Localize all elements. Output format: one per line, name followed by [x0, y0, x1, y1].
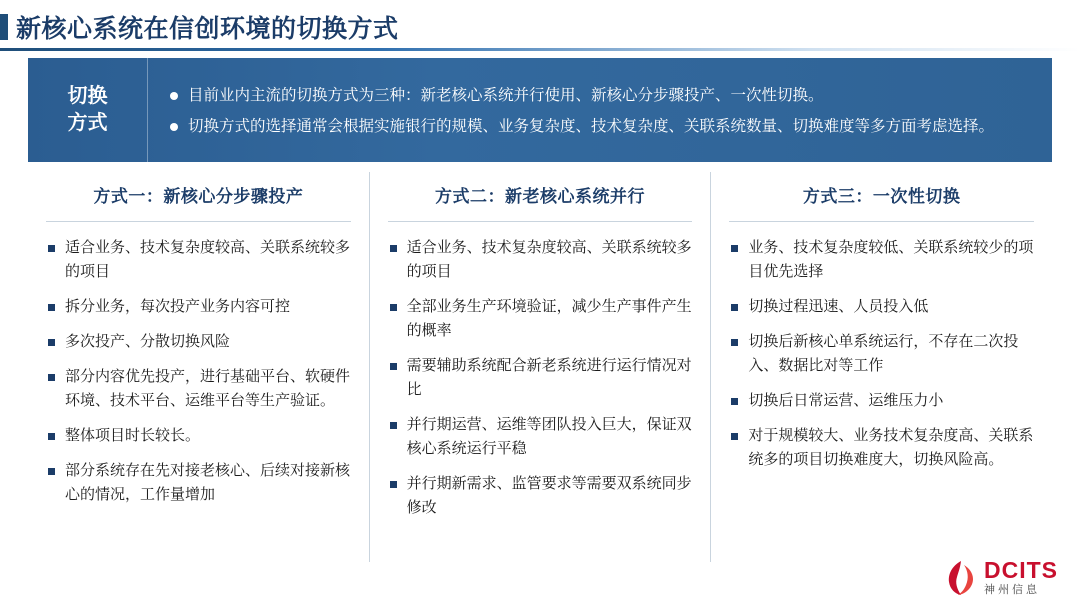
- list-item-text: 业务、技术复杂度较低、关联系统较少的项目优先选择: [748, 239, 1034, 280]
- square-bullet-icon: [48, 304, 55, 311]
- comparison-columns: [28, 172, 1052, 562]
- list-item: [388, 236, 693, 284]
- list-item: [729, 295, 1034, 319]
- square-bullet-icon: [48, 433, 55, 440]
- dcits-mark-icon: [944, 560, 978, 596]
- column-2-heading: 方式二：新老核心系统并行: [435, 187, 645, 206]
- list-item-text: 整体项目时长较长。: [65, 427, 201, 444]
- list-item-text: 适合业务、技术复杂度较高、关联系统较多的项目: [406, 239, 692, 280]
- list-item: [46, 295, 351, 319]
- list-item-text: 切换后新核心单系统运行，不存在二次投入、数据比对等工作: [748, 333, 1019, 374]
- square-bullet-icon: [48, 245, 55, 252]
- company-logo: [944, 559, 1058, 596]
- list-item-text: 全部业务生产环境验证，减少生产事件产生的概率: [406, 298, 692, 339]
- logo-name-en: DCITS: [984, 557, 1058, 583]
- list-item: [46, 236, 351, 284]
- column-3-heading: 方式三：一次性切换: [802, 187, 961, 206]
- banner-label: [28, 58, 148, 162]
- list-item-text: 部分内容优先投产，进行基础平台、软硬件环境、技术平台、运维平台等生产验证。: [65, 368, 351, 409]
- list-item: [46, 365, 351, 413]
- list-item: [729, 389, 1034, 413]
- list-item: [388, 354, 693, 402]
- square-bullet-icon: [731, 433, 738, 440]
- list-item: [46, 330, 351, 354]
- bullet-dot-icon: [170, 123, 178, 131]
- square-bullet-icon: [390, 245, 397, 252]
- column-3-bullet-list: [729, 236, 1034, 472]
- list-item-text: 并行期运营、运维等团队投入巨大，保证双核心系统运行平稳: [406, 416, 692, 457]
- list-item: [46, 424, 351, 448]
- banner-bullet: [170, 115, 1030, 139]
- summary-banner: [28, 58, 1052, 162]
- banner-bullet: [170, 84, 1030, 108]
- list-item: [729, 424, 1034, 472]
- column-2-divider: [388, 221, 693, 222]
- column-2-bullet-list: [388, 236, 693, 520]
- list-item-text: 切换后日常运营、运维压力小: [748, 392, 944, 409]
- title-accent-bar: [0, 14, 8, 40]
- list-item-text: 并行期新需求、监管要求等需要双系统同步修改: [406, 475, 692, 516]
- square-bullet-icon: [390, 304, 397, 311]
- logo-text: [984, 559, 1058, 596]
- list-item-text: 拆分业务，每次投产业务内容可控: [65, 298, 291, 315]
- column-1-bullet-list: [46, 236, 351, 507]
- list-item: [388, 472, 693, 520]
- logo-name-cn: 神州信息: [984, 584, 1040, 596]
- page-title: 新核心系统在信创环境的切换方式: [16, 15, 399, 43]
- banner-label-line2: 方式: [67, 112, 108, 134]
- list-item-text: 多次投产、分散切换风险: [65, 333, 231, 350]
- square-bullet-icon: [48, 339, 55, 346]
- banner-bullet-text: 目前业内主流的切换方式为三种：新老核心系统并行使用、新核心分步骤投产、一次性切换。: [188, 87, 824, 105]
- column-3-divider: [729, 221, 1034, 222]
- square-bullet-icon: [731, 339, 738, 346]
- square-bullet-icon: [731, 304, 738, 311]
- title-divider: [0, 48, 1080, 51]
- list-item: [729, 236, 1034, 284]
- square-bullet-icon: [390, 481, 397, 488]
- square-bullet-icon: [390, 422, 397, 429]
- list-item: [388, 413, 693, 461]
- square-bullet-icon: [48, 374, 55, 381]
- list-item-text: 对于规模较大、业务技术复杂度高、关联系统多的项目切换难度大，切换风险高。: [748, 427, 1034, 468]
- list-item-text: 切换过程迅速、人员投入低: [748, 298, 929, 315]
- square-bullet-icon: [390, 363, 397, 370]
- square-bullet-icon: [731, 245, 738, 252]
- list-item: [388, 295, 693, 343]
- column-1-heading: 方式一：新核心分步骤投产: [93, 187, 304, 206]
- bullet-dot-icon: [170, 92, 178, 100]
- list-item-text: 需要辅助系统配合新老系统进行运行情况对比: [406, 357, 692, 398]
- list-item-text: 部分系统存在先对接老核心、后续对接新核心的情况，工作量增加: [65, 462, 351, 503]
- title-bar: [0, 0, 1080, 50]
- banner-body: [148, 58, 1052, 162]
- column-method-3: [710, 172, 1052, 562]
- square-bullet-icon: [48, 468, 55, 475]
- square-bullet-icon: [731, 398, 738, 405]
- list-item-text: 适合业务、技术复杂度较高、关联系统较多的项目: [65, 239, 351, 280]
- banner-bullet-text: 切换方式的选择通常会根据实施银行的规模、业务复杂度、技术复杂度、关联系统数量、切换难度等多方面考虑选择。: [188, 117, 995, 135]
- list-item: [729, 330, 1034, 378]
- list-item: [46, 459, 351, 507]
- column-1-divider: [46, 221, 351, 222]
- column-method-1: [28, 172, 369, 562]
- banner-label-line1: 切换: [67, 85, 108, 107]
- column-method-2: [369, 172, 711, 562]
